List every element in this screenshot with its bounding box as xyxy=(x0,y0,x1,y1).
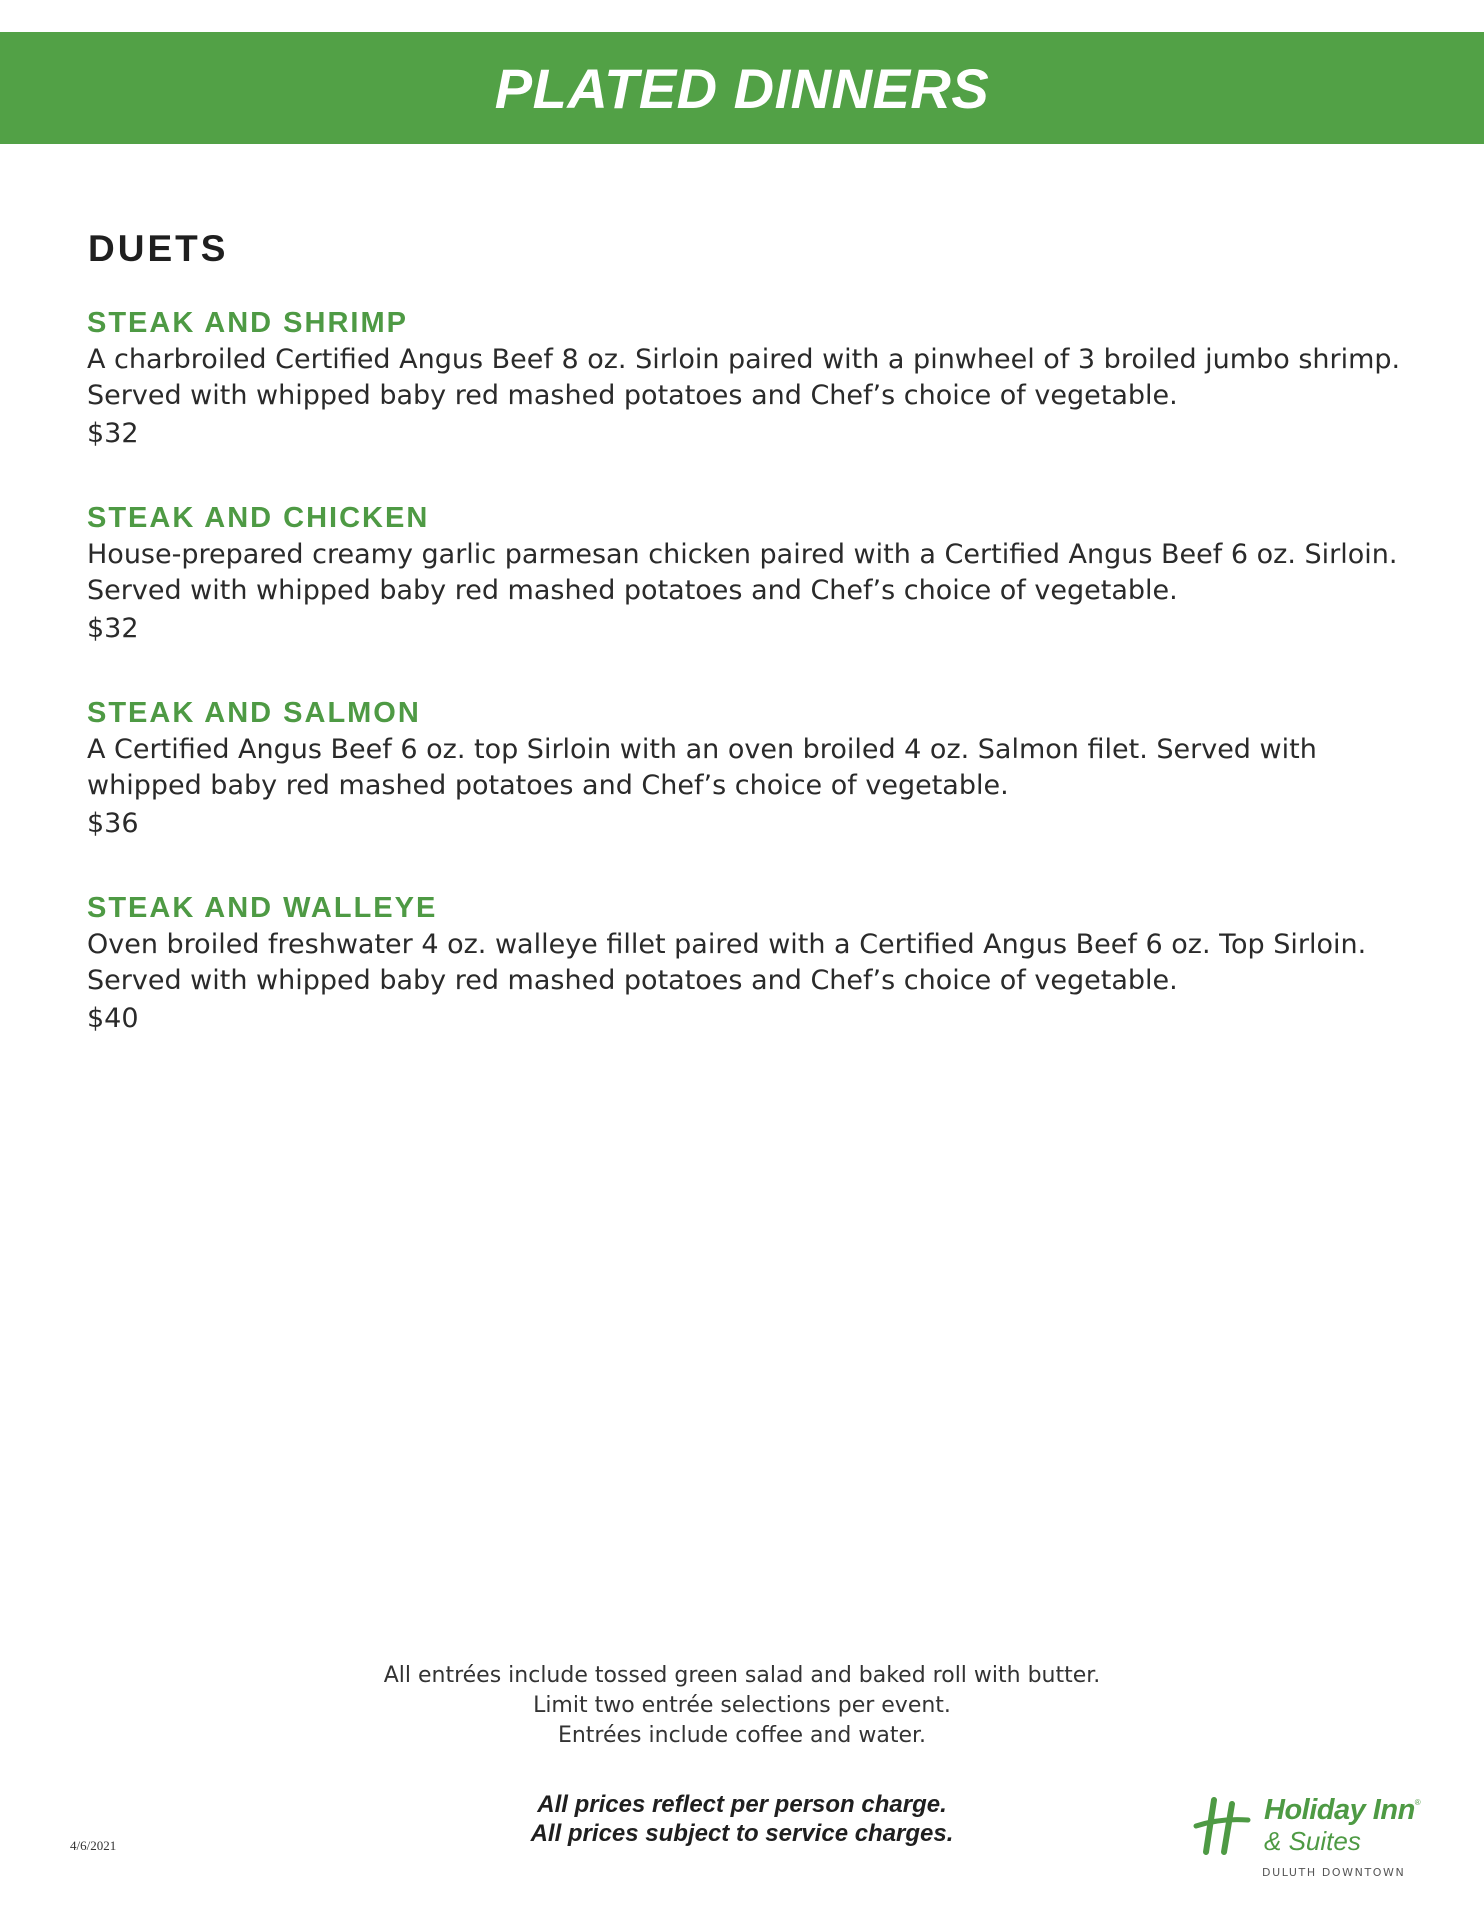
menu-item-description: A charbroiled Certified Angus Beef 8 oz. Sirloin paired with a pinwheel of 3 broiled jumbo shrimp. Served with whipped baby red mashed potatoes and Chef’s choice of vegetable. xyxy=(87,344,1401,411)
footer-note: Entrées include coffee and water. xyxy=(557,1723,927,1748)
menu-item xyxy=(87,501,1427,647)
section-heading: DUETS xyxy=(88,228,229,269)
date-stamp: 4/6/2021 xyxy=(70,1838,117,1853)
charge-note: All prices subject to service charges. xyxy=(530,1820,954,1847)
menu-item-name: STEAK AND CHICKEN xyxy=(87,502,430,534)
menu-item-name: STEAK AND SHRIMP xyxy=(87,307,408,339)
menu-item-name: STEAK AND WALLEYE xyxy=(87,892,438,924)
menu-item-price: $32 xyxy=(87,418,139,449)
menu-item-description: Oven broiled freshwater 4 oz. walleye fillet paired with a Certified Angus Beef 6 oz. Top Sirloin. Served with whipped baby red mashed potatoes and Chef’s choice of vegetable. xyxy=(87,929,1367,996)
menu-item xyxy=(87,696,1427,842)
holiday-inn-logo xyxy=(1192,1792,1421,1892)
menu-item xyxy=(87,891,1427,1037)
header-banner xyxy=(0,32,1484,144)
logo-suites: & Suites xyxy=(1264,1826,1361,1856)
menu-item-price: $40 xyxy=(87,1003,139,1034)
menu-item-price: $32 xyxy=(87,613,139,644)
charge-note: All prices reflect per person charge. xyxy=(537,1791,947,1818)
footer-note: Limit two entrée selections per event. xyxy=(533,1693,951,1718)
holiday-inn-h-icon xyxy=(1192,1796,1252,1861)
menu-item-description: House-prepared creamy garlic parmesan chicken paired with a Certified Angus Beef 6 oz. Sirloin. Served with whipped baby red mashed potatoes and Chef’s choice of vegetable. xyxy=(87,539,1398,606)
logo-brand-name: Holiday Inn® xyxy=(1264,1794,1421,1826)
page-title: PLATED DINNERS xyxy=(494,56,990,120)
menu-item-description: A Certified Angus Beef 6 oz. top Sirloin with an oven broiled 4 oz. Salmon filet. Served with whipped baby red mashed potatoes and Chef’s choice of vegetable. xyxy=(87,734,1317,801)
footer-note: All entrées include tossed green salad and baked roll with butter. xyxy=(383,1663,1101,1688)
menu-item-name: STEAK AND SALMON xyxy=(87,697,421,729)
logo-location: DULUTH DOWNTOWN xyxy=(1262,1866,1406,1879)
footer-notes xyxy=(0,1661,1484,1751)
menu-item xyxy=(87,306,1427,452)
menu-item-price: $36 xyxy=(87,808,139,839)
